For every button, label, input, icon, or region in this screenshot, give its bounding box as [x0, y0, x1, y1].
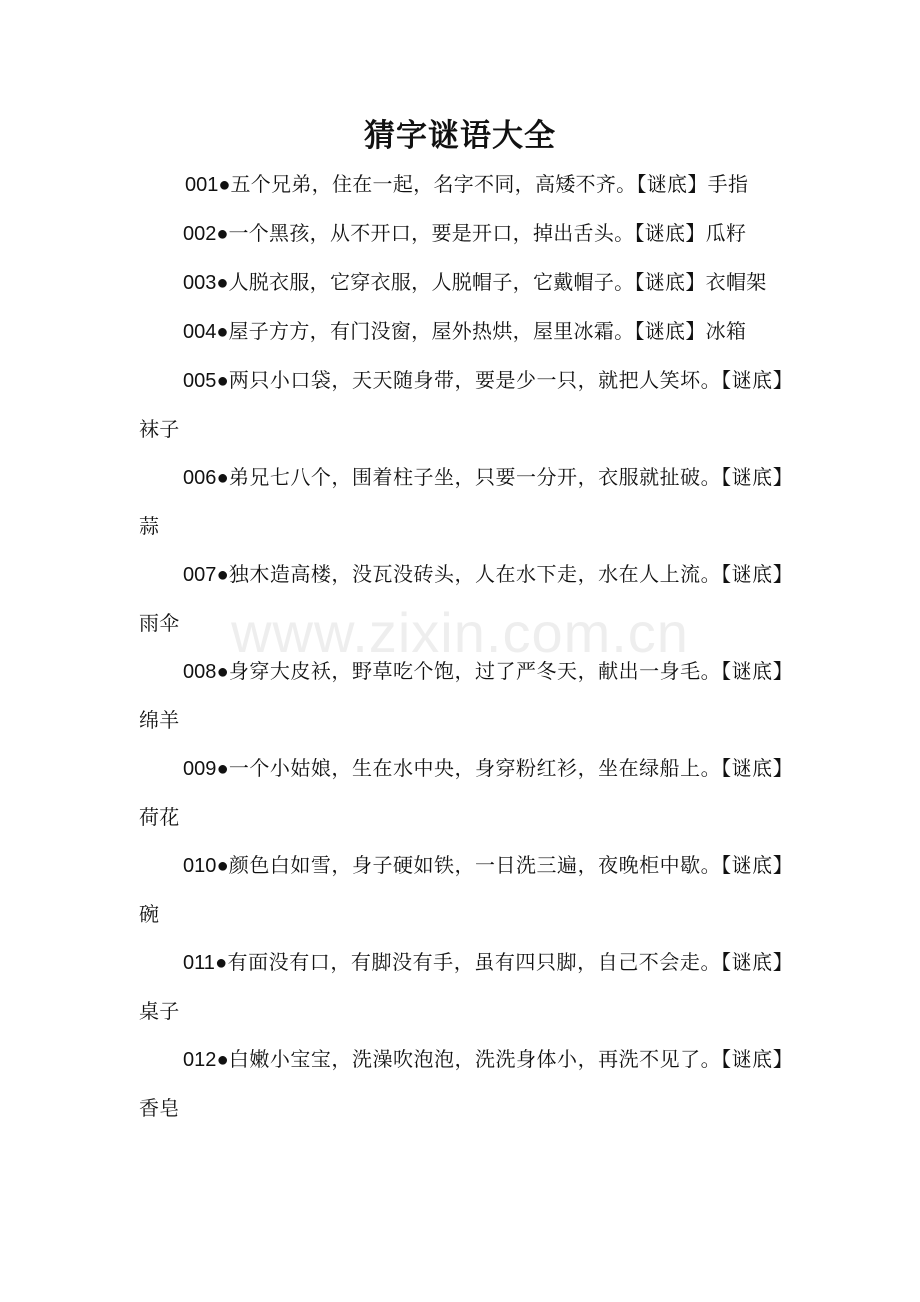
riddle-text: 一个黑孩，从不开口，要是开口，掉出舌头。【谜底】瓜籽 — [228, 221, 747, 245]
riddle-text: 屋子方方，有门没窗，屋外热烘，屋里冰霜。【谜底】冰箱 — [228, 319, 747, 343]
riddle-text: 有面没有口，有脚没有手，虽有四只脚，自己不会走。【谜底】桌子 — [139, 950, 783, 1023]
riddle-number: 004● — [183, 321, 229, 343]
riddle-number: 012● — [183, 1049, 229, 1071]
riddle-number: 003● — [183, 272, 229, 294]
riddle-number: 002● — [183, 223, 229, 245]
riddle-item — [139, 1035, 783, 1132]
riddle-item — [139, 453, 783, 550]
riddle-text: 颜色白如雪，身子硬如铁，一日洗三遍，夜晚柜中歇。【谜底】碗 — [139, 853, 783, 926]
riddle-number: 009● — [183, 758, 229, 780]
riddle-text: 身穿大皮袄，野草吃个饱，过了严冬天，献出一身毛。【谜底】绵羊 — [139, 659, 783, 732]
riddle-text: 人脱衣服，它穿衣服，人脱帽子，它戴帽子。【谜底】衣帽架 — [228, 270, 767, 294]
riddle-text: 弟兄七八个，围着柱子坐，只要一分开，衣服就扯破。【谜底】蒜 — [139, 465, 783, 538]
riddle-item — [139, 647, 783, 744]
riddle-text: 白嫩小宝宝，洗澡吹泡泡，洗洗身体小，再洗不见了。【谜底】香皂 — [139, 1047, 783, 1120]
riddle-item — [139, 307, 783, 356]
riddle-number: 007● — [183, 564, 229, 586]
riddle-number: 005● — [183, 370, 229, 392]
riddle-number: 001● — [185, 174, 231, 196]
riddle-item — [139, 550, 783, 647]
riddle-item — [139, 744, 783, 841]
riddle-number: 011● — [183, 952, 228, 974]
riddle-item — [139, 356, 783, 453]
riddle-text: 两只小口袋，天天随身带，要是少一只，就把人笑坏。【谜底】袜子 — [139, 368, 783, 441]
riddle-text: 独木造高楼，没瓦没砖头，人在水下走，水在人上流。【谜底】雨伞 — [139, 562, 783, 635]
riddle-text: 一个小姑娘，生在水中央，身穿粉红衫，坐在绿船上。【谜底】荷花 — [139, 756, 783, 829]
riddle-item — [139, 160, 783, 209]
riddle-number: 008● — [183, 661, 229, 683]
riddle-number: 010● — [183, 855, 229, 877]
riddle-text: 五个兄弟，住在一起，名字不同，高矮不齐。【谜底】手指 — [230, 172, 749, 196]
riddle-item — [139, 258, 783, 307]
page-title: 猜字谜语大全 — [364, 118, 556, 154]
riddle-item — [139, 938, 783, 1035]
riddle-item — [139, 209, 783, 258]
riddle-number: 006● — [183, 467, 229, 489]
riddle-item — [139, 841, 783, 938]
riddle-list — [139, 160, 783, 1132]
watermark: www.zixin.com.cn — [231, 601, 689, 664]
